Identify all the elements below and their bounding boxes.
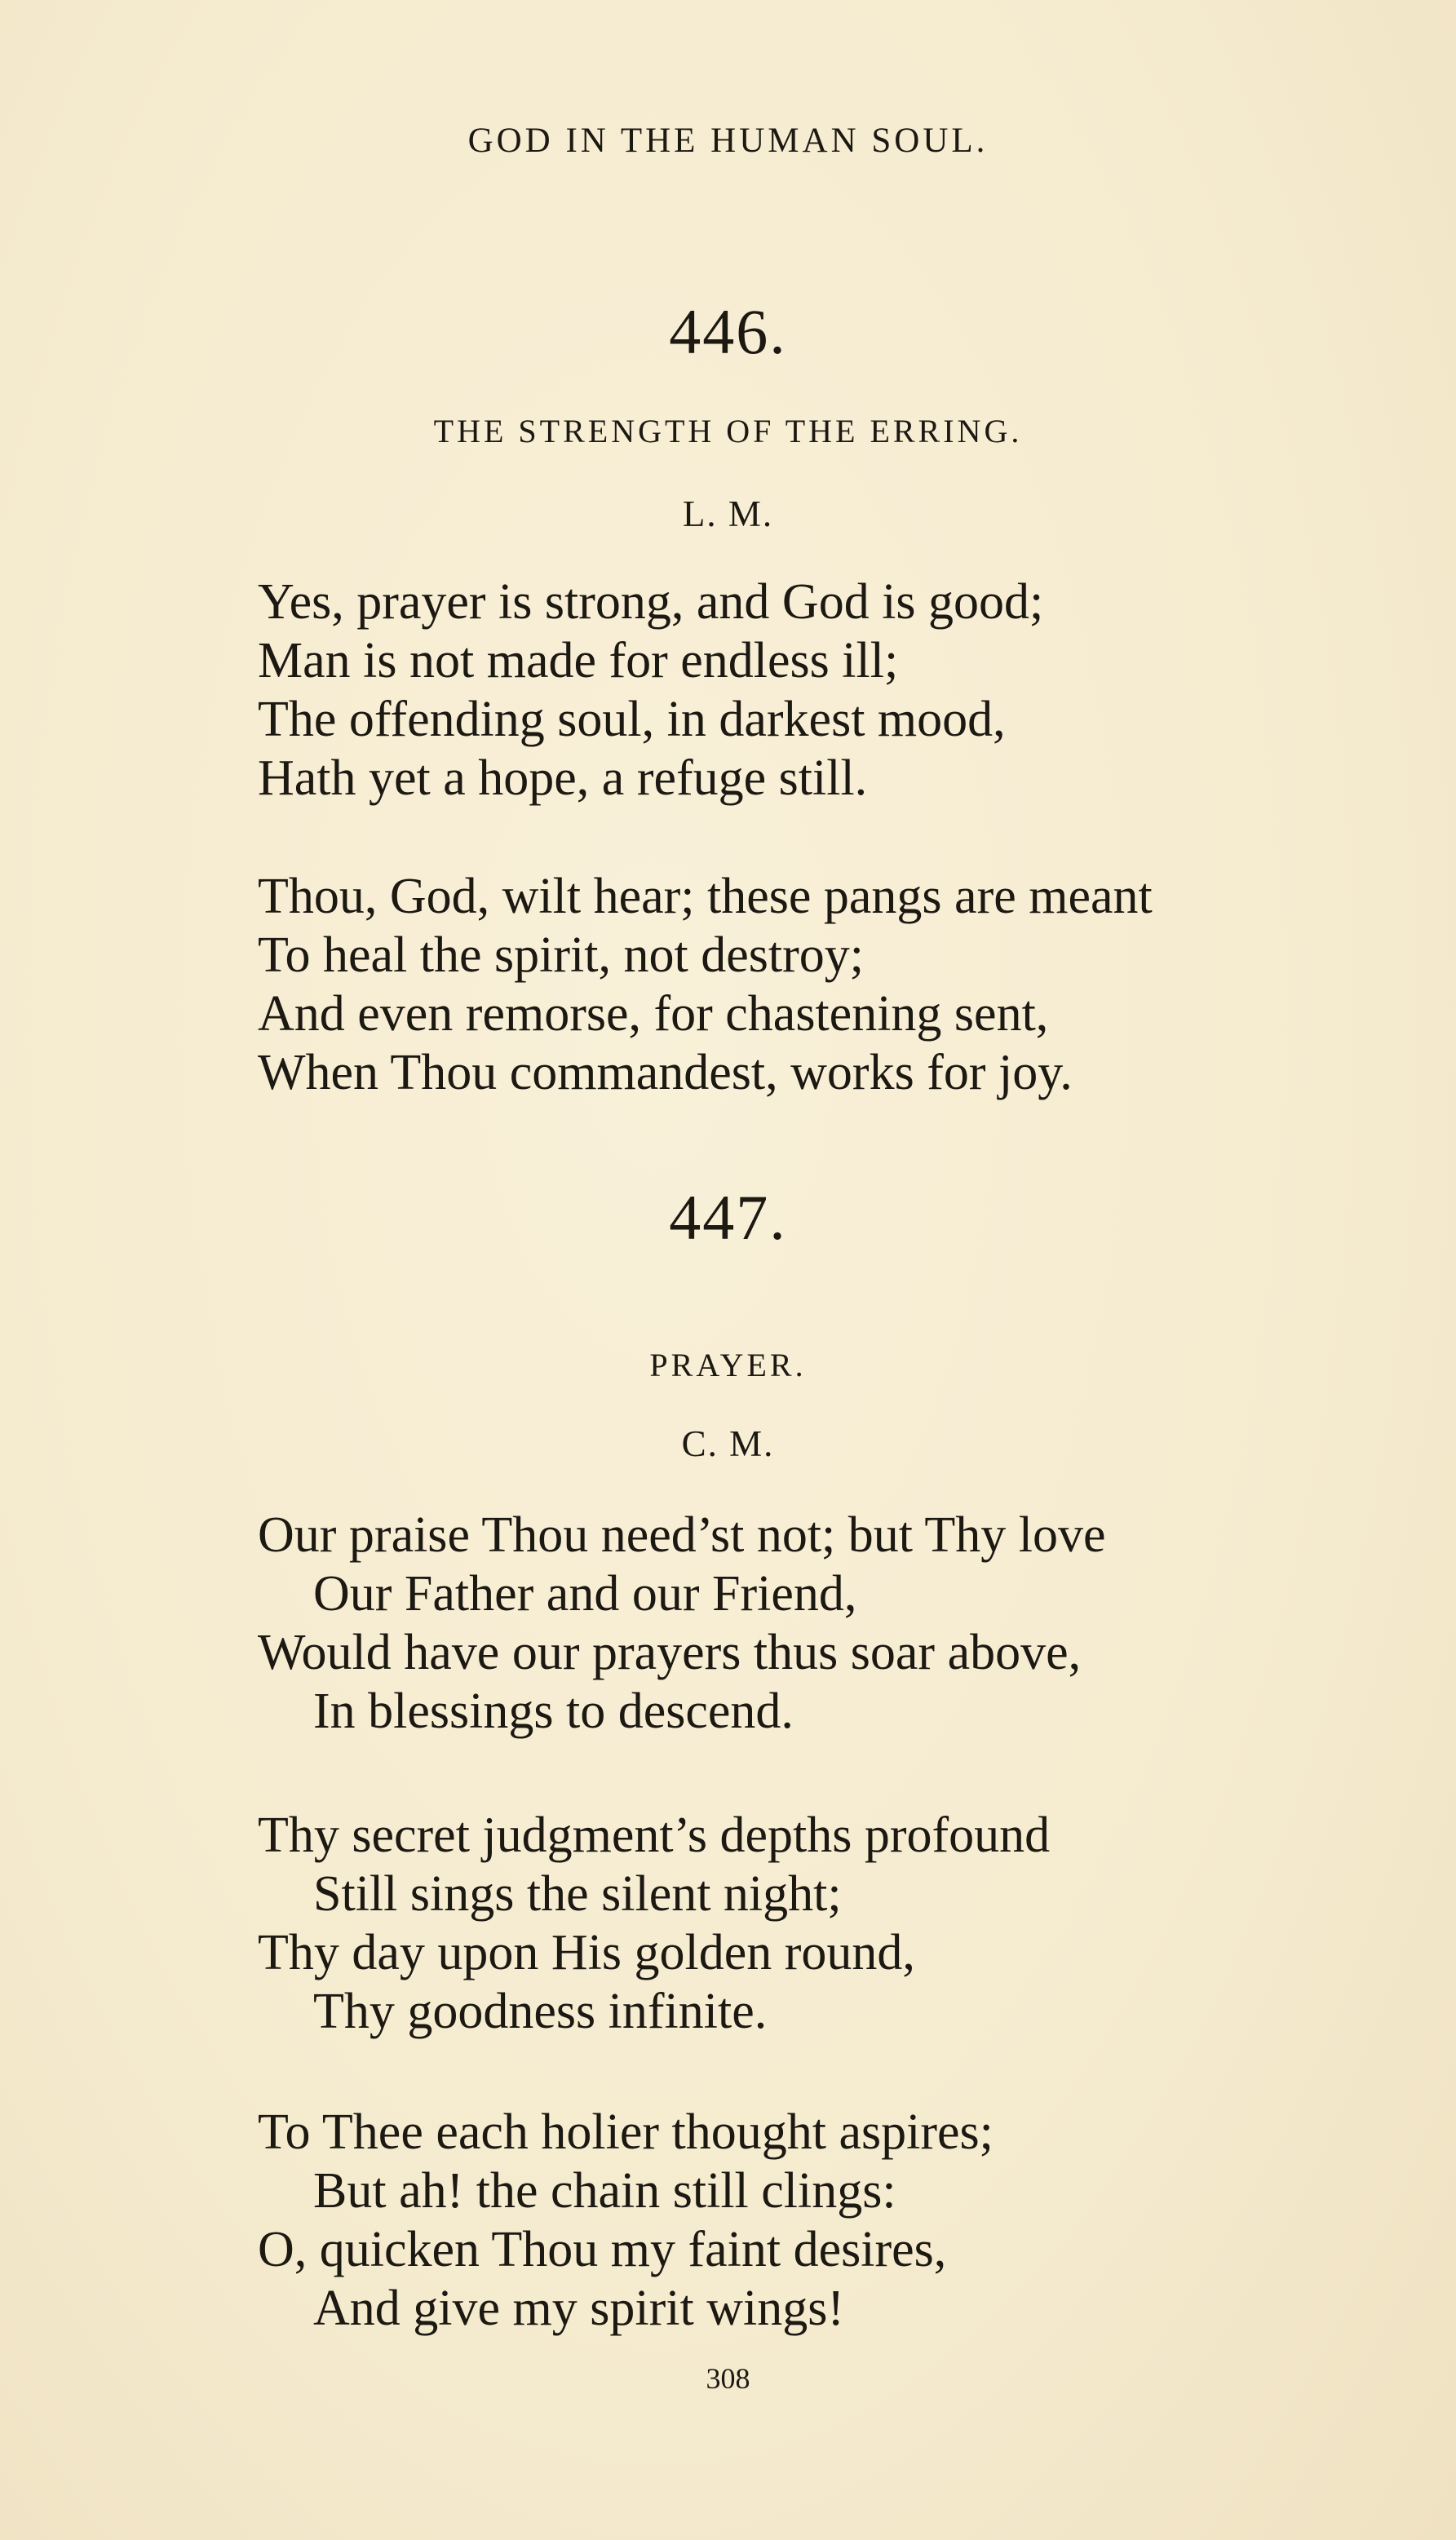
verse-line: When Thou commandest, works for joy. [258, 1045, 1073, 1100]
hymn-number: 446. [669, 296, 787, 367]
hymn-title: THE STRENGTH OF THE ERRING. [433, 413, 1023, 449]
hymn-meter: L. M. [682, 493, 774, 534]
stanza [258, 1806, 1050, 2041]
verse-line: Thy goodness infinite. [313, 1984, 768, 2039]
verse-line: In blessings to descend. [313, 1684, 794, 1739]
verse-line: Our praise Thou need’st not; but Thy love [258, 1507, 1106, 1563]
verse-line: Still sings the silent night; [313, 1866, 842, 1922]
verse-line: To Thee each holier thought aspires; [258, 2104, 994, 2160]
verse-line: And even remorse, for chastening sent, [258, 986, 1049, 1042]
hymn-number: 447. [669, 1182, 787, 1253]
page-number: 308 [706, 2362, 750, 2395]
verse-line: But ah! the chain still clings: [313, 2163, 896, 2219]
stanza [258, 867, 1153, 1102]
verse-line: Thou, God, wilt hear; these pangs are meant [258, 869, 1153, 924]
verse-line: The offending soul, in darkest mood, [258, 692, 1006, 747]
stanza [258, 1506, 1106, 1741]
verse-line: Man is not made for endless ill; [258, 633, 899, 688]
running-header: GOD IN THE HUMAN SOUL. [467, 122, 989, 160]
hymn-title: PRAYER. [649, 1347, 807, 1383]
stanza [258, 2103, 994, 2338]
verse-line: Our Father and our Friend, [313, 1566, 857, 1622]
verse-line: O, quicken Thou my faint desires, [258, 2222, 947, 2277]
verse-line: To heal the spirit, not destroy; [258, 927, 864, 983]
verse-line: Hath yet a hope, a refuge still. [258, 750, 868, 806]
hymn-meter: C. M. [681, 1423, 775, 1464]
verse-line: Thy day upon His golden round, [258, 1925, 915, 1980]
stanza [258, 573, 1043, 808]
verse-line: Would have our prayers thus soar above, [258, 1625, 1082, 1680]
verse-line: Thy secret judgment’s depths profound [258, 1808, 1051, 1863]
verse-line: And give my spirit wings! [313, 2281, 844, 2336]
verse-line: Yes, prayer is strong, and God is good; [258, 574, 1044, 630]
